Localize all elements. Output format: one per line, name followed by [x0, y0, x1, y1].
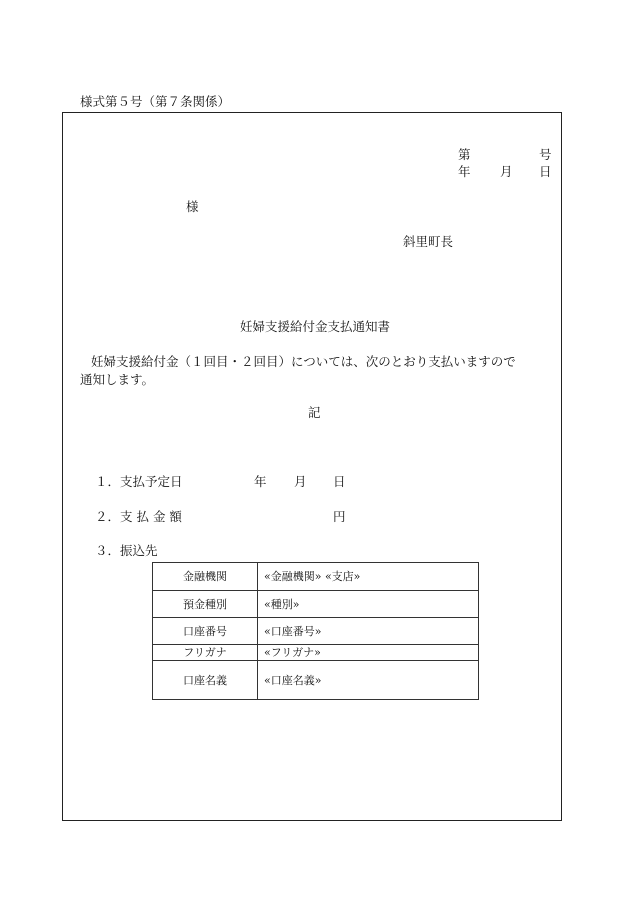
row-label-deposit-type: 預金種別: [153, 591, 258, 618]
item1-label: １．支払予定日: [95, 474, 183, 489]
table-row: [153, 645, 479, 661]
row-value-furigana: «フリガナ»: [258, 645, 479, 661]
row-value-account-number: «口座番号»: [258, 618, 479, 645]
item1-day: 日: [333, 474, 346, 489]
item1-year: 年: [254, 474, 267, 489]
table-row: [153, 591, 479, 618]
item2-unit: 円: [333, 509, 346, 524]
sender-name: 斜里町長: [403, 234, 454, 249]
doc-number-go: 号: [539, 147, 552, 162]
body-line-1: 妊婦支援給付金（１回目・２回目）については、次のとおり支払いますので: [91, 354, 516, 369]
row-label-bank: 金融機関: [153, 563, 258, 591]
addressee-suffix: 様: [186, 199, 199, 214]
item1-month: 月: [294, 474, 307, 489]
date-year: 年: [458, 164, 471, 179]
row-value-account-holder: «口座名義»: [258, 661, 479, 700]
row-label-account-number: 口座番号: [153, 618, 258, 645]
row-value-deposit-type: «種別»: [258, 591, 479, 618]
item3-label: ３．振込先: [95, 543, 158, 558]
date-day: 日: [539, 164, 552, 179]
form-header: 様式第５号（第７条関係）: [80, 94, 231, 109]
bank-account-table: [152, 562, 479, 700]
row-label-furigana: フリガナ: [153, 645, 258, 661]
document-frame: [62, 112, 562, 821]
table-row: [153, 563, 479, 591]
body-line-2: 通知します。: [80, 372, 155, 387]
table-row: [153, 661, 479, 700]
document-title: 妊婦支援給付金支払通知書: [239, 319, 390, 334]
date-month: 月: [500, 164, 513, 179]
table-row: [153, 618, 479, 645]
item2-label: ２．支 払 金 額: [95, 509, 182, 524]
row-label-account-holder: 口座名義: [153, 661, 258, 700]
doc-number-dai: 第: [458, 147, 471, 162]
row-value-bank: «金融機関» «支店»: [258, 563, 479, 591]
ki-marker: 記: [308, 405, 321, 420]
